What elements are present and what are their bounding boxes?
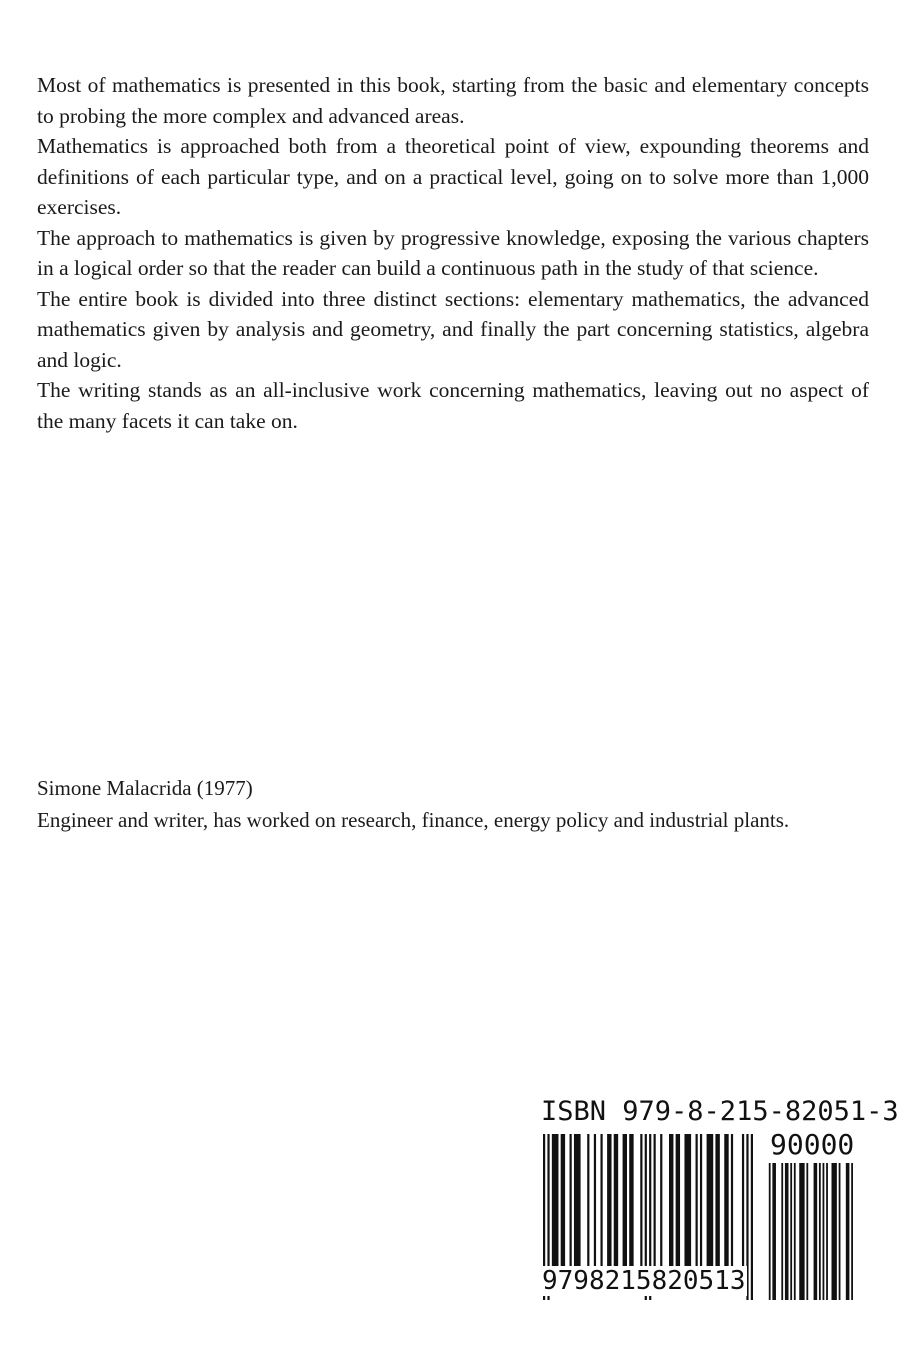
- author-section: [37, 772, 869, 836]
- barcode-bar: [623, 1134, 627, 1280]
- barcode-bar: [654, 1134, 656, 1280]
- barcode-guard-bar: [751, 1134, 753, 1300]
- barcode-bar: [594, 1134, 596, 1280]
- barcode-bar: [676, 1134, 680, 1280]
- barcode-bar: [794, 1163, 796, 1300]
- barcode-bar: [574, 1134, 581, 1280]
- author-bio: Engineer and writer, has worked on research, finance, energy policy and industrial plants.: [37, 808, 790, 832]
- barcode-bar: [799, 1163, 804, 1300]
- barcode-guard-bar: [746, 1134, 748, 1300]
- barcode-bar: [669, 1134, 673, 1280]
- ean-digits-text: 9798215820513: [542, 1266, 746, 1296]
- barcode-bar: [781, 1163, 783, 1300]
- barcode-bar: [785, 1163, 789, 1300]
- barcode-bar: [839, 1163, 841, 1300]
- barcode-bar: [724, 1134, 728, 1280]
- author-name: Simone Malacrida (1977): [37, 776, 253, 800]
- barcode-bar: [696, 1134, 698, 1280]
- barcode-bar: [806, 1163, 808, 1300]
- blurb-paragraph: The entire book is divided into three distinct sections: elementary mathematics, the advanced mathematics given by analysis and geometry, and finally the part concerning statistics, algebra and logic.: [37, 286, 869, 372]
- addon-digits: 90000: [770, 1128, 855, 1161]
- barcode-bar: [814, 1163, 818, 1300]
- isbn-text: ISBN 979-8-215-82051-3: [541, 1096, 899, 1127]
- blurb-paragraph: The approach to mathematics is given by progressive knowledge, exposing the various chapters in a logical order so that the reader can build a continuous path in the study of that science.: [37, 225, 869, 280]
- blurb-paragraph: The writing stands as an all-inclusive work concerning mathematics, leaving out no aspect of the many facets it can take on.: [37, 378, 869, 433]
- barcode-bar: [851, 1163, 853, 1300]
- barcode-bar: [715, 1134, 719, 1280]
- barcode-bar: [769, 1163, 771, 1300]
- barcode-bar: [607, 1134, 611, 1280]
- barcode-bar: [561, 1134, 565, 1280]
- barcode-bar: [832, 1163, 837, 1300]
- barcode-bar: [846, 1163, 850, 1300]
- barcode-bar: [570, 1134, 572, 1280]
- ean-digits: [541, 1266, 747, 1296]
- blurb-paragraph: Mathematics is approached both from a theoretical point of view, expounding theorems and definitions of each particular type, and on a practical level, going on to solve more than 1,000 exercises.: [37, 134, 869, 219]
- barcode-bar: [600, 1134, 602, 1280]
- barcode-bar: [640, 1134, 642, 1280]
- barcode-bar: [587, 1134, 589, 1280]
- barcode-bar: [552, 1134, 559, 1280]
- barcode-bar: [684, 1134, 691, 1280]
- barcode-bar: [629, 1134, 633, 1280]
- back-cover-blurb: [37, 70, 869, 436]
- barcode-bar: [700, 1134, 702, 1280]
- barcode-bar: [819, 1163, 821, 1300]
- barcode-bar: [660, 1134, 662, 1280]
- barcode-bar: [731, 1134, 733, 1280]
- blurb-paragraph: Most of mathematics is presented in this book, starting from the basic and elementary concepts to probing the more complex and advanced areas.: [37, 73, 869, 128]
- barcode-bar: [826, 1163, 828, 1300]
- barcode-bar: [707, 1134, 714, 1280]
- barcode-bar: [742, 1134, 744, 1280]
- addon-barcode: [767, 1163, 853, 1300]
- barcode-bar: [790, 1163, 792, 1300]
- barcode-bar: [614, 1134, 618, 1280]
- barcode-bar: [772, 1163, 776, 1300]
- barcode-bar: [823, 1163, 825, 1300]
